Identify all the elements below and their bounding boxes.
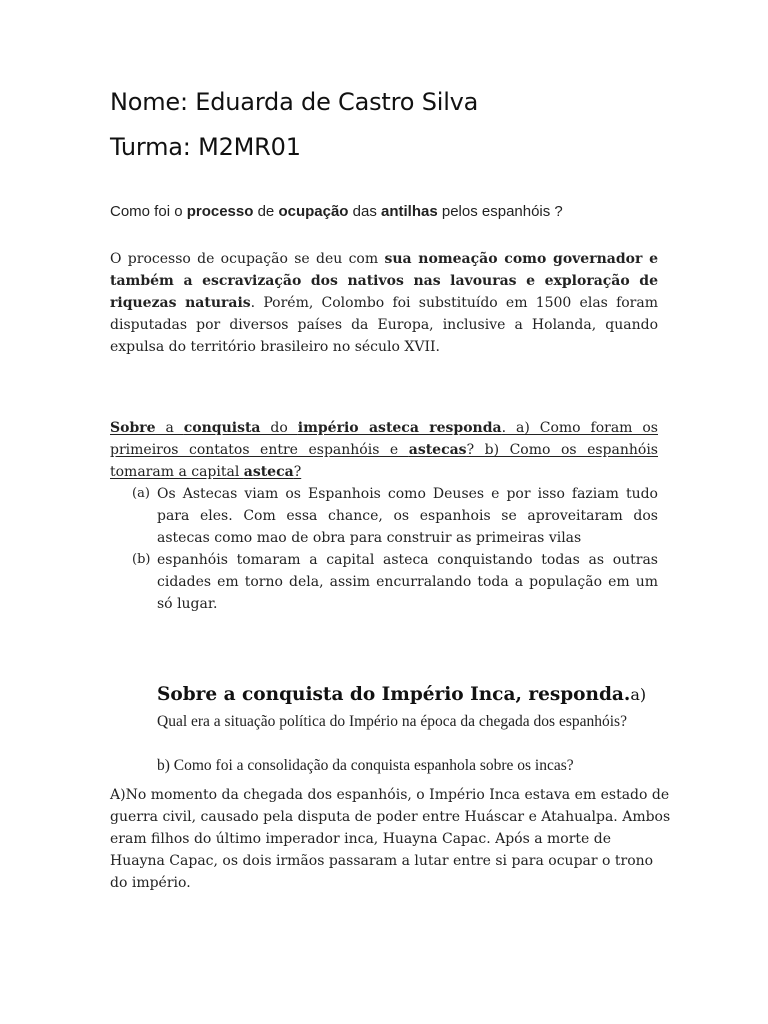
answer-3 xyxy=(110,784,670,894)
student-name: Nome: Eduarda de Castro Silva xyxy=(110,88,479,116)
list-item xyxy=(110,483,658,549)
answer-2-list xyxy=(110,483,658,615)
answer-line: Huayna Capac, os dois irmãos passaram a lutar entre si para ocupar o trono xyxy=(110,853,654,869)
list-item-text: Os Astecas viam os Espanhois como Deuses e por isso faziam tudo para eles. Com essa chance, os espanhois se aproveitaram dos astecas como mao de obra para construir as primeiras vilas xyxy=(157,486,658,546)
class-code: Turma: M2MR01 xyxy=(110,133,301,161)
list-marker: (a) xyxy=(132,486,150,501)
list-item xyxy=(110,549,658,615)
list-item-text: espanhóis tomaram a capital asteca conquistando todas as outras cidades em torno dela, assim encurralando toda a população em um só lugar. xyxy=(157,552,658,612)
answer-line: guerra civil, causado pela disputa de poder entre Huáscar e Atahualpa. Ambos xyxy=(110,809,671,825)
answer-1: O processo de ocupação se deu com sua nomeação como governador e também a escravização dos nativos nas lavouras e exploração de riquezas naturais. Porém, Colombo foi substituído em 1500 elas foram disputadas por diversos países da Europa, inclusive a Holanda, quando expulsa do território brasileiro no século XVII. xyxy=(110,251,658,355)
answer-line: A)No momento da chegada dos espanhóis, o Império Inca estava em estado de xyxy=(110,787,670,803)
list-marker: (b) xyxy=(132,552,151,567)
question-3-heading: Sobre a conquista do Império Inca, responda.a) xyxy=(157,684,647,705)
question-3-part-b: b) Como foi a consolidação da conquista espanhola sobre os incas? xyxy=(157,757,574,774)
question-3-part-a: Qual era a situação política do Império na época da chegada dos espanhóis? xyxy=(157,713,627,730)
question-2: Sobre a conquista do império asteca responda. a) Como foram os primeiros contatos entre espanhóis e astecas? b) Como os espanhóis tomaram a capital asteca? xyxy=(110,420,658,480)
answer-line: eram filhos do último imperador inca, Huayna Capac. Após a morte de xyxy=(110,831,612,847)
answer-line: do império. xyxy=(110,875,191,891)
question-1: Como foi o processo de ocupação das antilhas pelos espanhóis ? xyxy=(110,203,563,220)
